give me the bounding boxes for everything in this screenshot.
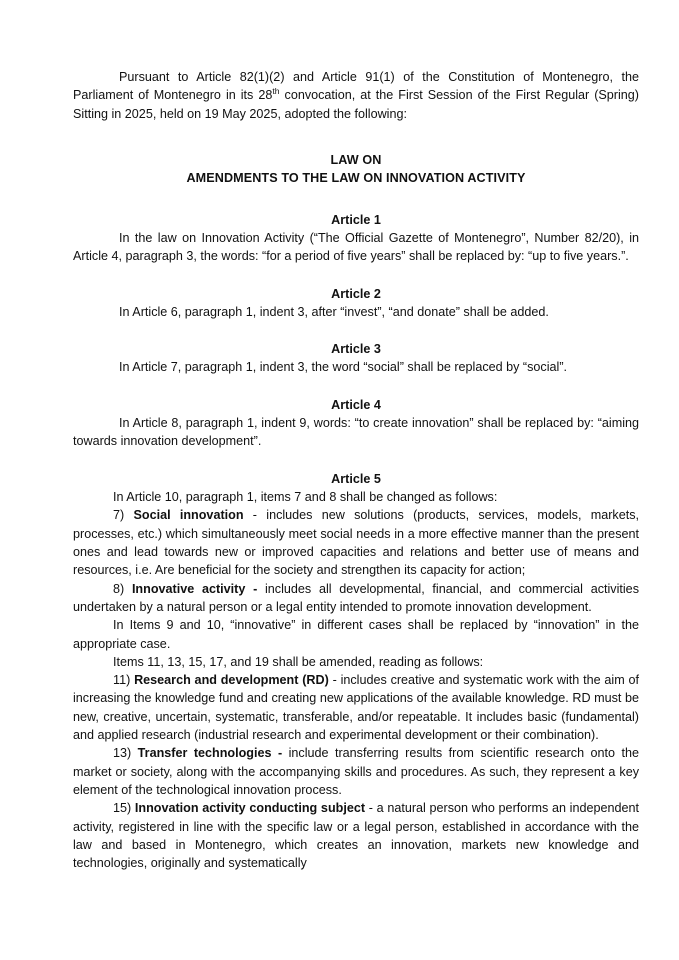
- item-13-term: Transfer technologies -: [137, 746, 283, 761]
- article-5-item-8: [73, 580, 639, 617]
- article-2-heading: Article 2: [331, 286, 381, 301]
- document-body: [73, 68, 639, 873]
- item-8-term: Innovative activity -: [131, 581, 258, 596]
- ordinal-suffix: th: [272, 86, 280, 97]
- article-5-note-2: Items 11, 13, 15, 17, and 19 shall be amended, reading as follows:: [113, 654, 484, 669]
- article-2-body: In Article 6, paragraph 1, indent 3, after “invest”, “and donate” shall be added.: [119, 304, 549, 319]
- article-1-heading: Article 1: [331, 212, 381, 227]
- item-11-number: 11): [113, 673, 135, 688]
- article-1-body: In the law on Innovation Activity (“The Official Gazette of Montenegro”, Number 82/20), in Article 4, paragraph 3, the words: “for a period of five years” shall be replaced by: “up to five years.”.: [73, 230, 639, 264]
- law-title-line-1: LAW ON: [330, 152, 382, 167]
- article-4-heading: Article 4: [331, 397, 381, 412]
- article-3-heading: Article 3: [331, 342, 381, 357]
- item-15-number: 15): [113, 801, 135, 816]
- article-5-item-11: [73, 671, 639, 744]
- item-15-term: Innovation activity conducting subject: [134, 801, 366, 816]
- law-title-block: [73, 151, 639, 188]
- article-5-item-13: [73, 744, 639, 799]
- law-title-line-2: AMENDMENTS TO THE LAW ON INNOVATION ACTIVITY: [186, 171, 526, 186]
- preamble-text-before-ordinal: Pursuant to Article 82(1)(2) and Article 91(1) of the Constitution of Montenegro, the Parliament of Montenegro in its 28: [73, 70, 639, 103]
- item-7-term: Social innovation: [133, 508, 244, 523]
- item-8-text: includes all developmental, financial, and commercial activities undertaken by a natural person or a legal entity intended to promote innovation development.: [73, 581, 639, 614]
- preamble-text-after-ordinal: convocation, at the First Session of the First Regular (Spring) Sitting in 2025, held on 19 May 2025, adopted the following:: [73, 88, 639, 121]
- item-8-number: 8): [113, 581, 132, 596]
- item-11-text: - includes creative and systematic work with the aim of increasing the knowledge fund and creating new applications of the available knowledge. RD must be new, creative, uncertain, systematic, transferable, and/or repeatable. It includes basic (fundamental) and applied research (industrial research and experimental development or their combination).: [73, 673, 639, 743]
- article-5-heading: Article 5: [331, 471, 381, 486]
- item-7-text: - includes new solutions (products, services, models, markets, processes, etc.) which simultaneously meet social needs in a more effective manner than the present ones and lead towards new or improved capacities and relations and better use of means and resources, i.e. Are beneficial for the society and strengthen its capacity for action;: [73, 508, 640, 578]
- item-13-text: include transferring results from scientific research onto the market or society, along with the accompanying skills and procedures. As such, they represent a key element of the technological innovation process.: [73, 746, 640, 797]
- article-4-body: In Article 8, paragraph 1, indent 9, words: “to create innovation” shall be replaced by: “aiming towards innovation development”.: [73, 416, 639, 449]
- article-5-intro: In Article 10, paragraph 1, items 7 and 8 shall be changed as follows:: [113, 490, 498, 504]
- preamble-paragraph: [73, 68, 639, 123]
- article-5-item-15: [73, 799, 639, 872]
- article-5-item-7: [73, 506, 639, 579]
- item-11-term: Research and development (RD): [134, 673, 329, 688]
- article-3-body: In Article 7, paragraph 1, indent 3, the word “social” shall be replaced by “social”.: [119, 360, 568, 375]
- item-7-number: 7): [113, 508, 134, 523]
- item-15-text: - a natural person who performs an independent activity, registered in line with the specific law or a legal person, established in accordance with the law and based in Montenegro, which creates an innovation, markets new knowledge and technologies, originally and systematically: [73, 801, 639, 871]
- article-5-note-1: In Items 9 and 10, “innovative” in different cases shall be replaced by “innovation” in the appropriate case.: [73, 618, 639, 651]
- item-13-number: 13): [113, 746, 138, 761]
